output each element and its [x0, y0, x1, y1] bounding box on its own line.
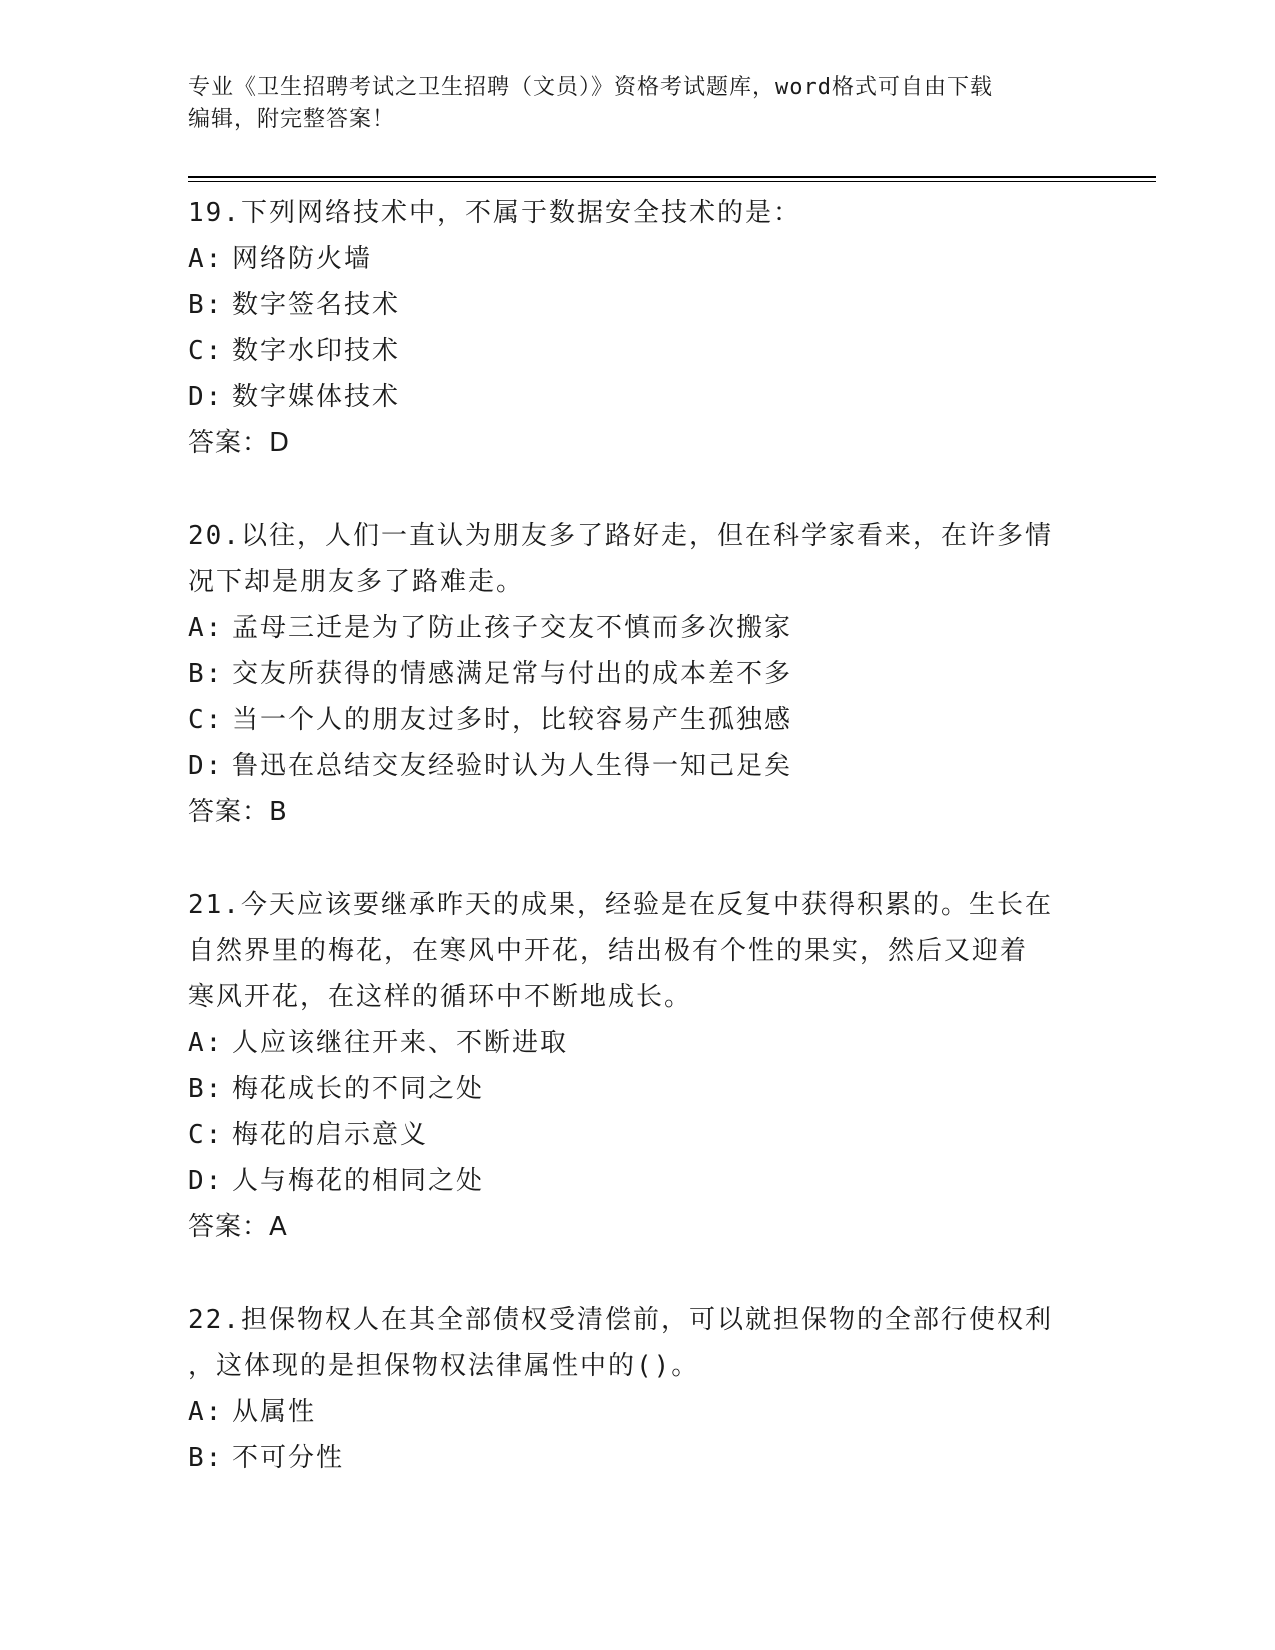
- option-text: 数字水印技术: [232, 336, 401, 366]
- option-text: 不可分性: [232, 1443, 345, 1473]
- question-stem-line-3: 寒风开花，在这样的循环中不断地成长。: [188, 982, 693, 1012]
- header-line-2: 编辑，附完整答案！: [188, 107, 396, 132]
- document-header: [188, 72, 1088, 136]
- question-19: [188, 190, 1088, 466]
- option-letter: D:: [188, 382, 224, 412]
- question-stem: 19.下列网络技术中，不属于数据安全技术的是：: [188, 198, 801, 228]
- option-d: [188, 743, 1088, 789]
- header-line-1: 专业《卫生招聘考试之卫生招聘（文员）》资格考试题库，word格式可自由下载: [188, 75, 993, 100]
- question-stem-line-1: 21.今天应该要继承昨天的成果，经验是在反复中获得积累的。生长在: [188, 890, 1053, 920]
- option-b: [188, 651, 1088, 697]
- option-letter: D:: [188, 751, 224, 781]
- option-a: [188, 1389, 1088, 1435]
- option-letter: C:: [188, 336, 224, 366]
- option-text: 人与梅花的相同之处: [232, 1166, 485, 1196]
- answer-line: 答案：B: [188, 797, 288, 827]
- option-b: [188, 1066, 1088, 1112]
- option-text: 当一个人的朋友过多时，比较容易产生孤独感: [232, 705, 793, 735]
- option-c: [188, 697, 1088, 743]
- option-a: [188, 605, 1088, 651]
- option-letter: B:: [188, 659, 224, 689]
- question-stem-line-1: 20.以往，人们一直认为朋友多了路好走，但在科学家看来，在许多情: [188, 521, 1053, 551]
- option-text: 网络防火墙: [232, 244, 373, 274]
- question-stem-line-2: 况下却是朋友多了路难走。: [188, 567, 525, 597]
- option-letter: B:: [188, 290, 224, 320]
- option-text: 鲁迅在总结交友经验时认为人生得一知己足矣: [232, 751, 793, 781]
- question-stem-line-1: 22.担保物权人在其全部债权受清偿前，可以就担保物的全部行使权利: [188, 1305, 1053, 1335]
- question-21: [188, 882, 1088, 1250]
- option-letter: C:: [188, 705, 224, 735]
- answer-line: 答案：A: [188, 1212, 288, 1242]
- option-a: [188, 1020, 1088, 1066]
- option-text: 数字签名技术: [232, 290, 401, 320]
- option-text: 孟母三迁是为了防止孩子交友不慎而多次搬家: [232, 613, 793, 643]
- option-text: 梅花成长的不同之处: [232, 1074, 485, 1104]
- option-letter: A:: [188, 613, 224, 643]
- option-c: [188, 1112, 1088, 1158]
- option-letter: D:: [188, 1166, 224, 1196]
- header-divider-thin: [188, 181, 1156, 182]
- option-letter: A:: [188, 1028, 224, 1058]
- question-list: [188, 190, 1088, 1481]
- question-20: [188, 513, 1088, 835]
- option-letter: A:: [188, 1397, 224, 1427]
- option-letter: B:: [188, 1443, 224, 1473]
- question-stem-line-2: ，这体现的是担保物权法律属性中的()。: [188, 1351, 700, 1381]
- option-text: 数字媒体技术: [232, 382, 401, 412]
- option-letter: C:: [188, 1120, 224, 1150]
- option-c: [188, 328, 1088, 374]
- option-b: [188, 1435, 1088, 1481]
- option-text: 从属性: [232, 1397, 317, 1427]
- option-d: [188, 1158, 1088, 1204]
- answer-line: 答案：D: [188, 428, 291, 458]
- option-text: 交友所获得的情感满足常与付出的成本差不多: [232, 659, 793, 689]
- option-d: [188, 374, 1088, 420]
- option-letter: B:: [188, 1074, 224, 1104]
- option-letter: A:: [188, 244, 224, 274]
- option-text: 梅花的启示意义: [232, 1120, 429, 1150]
- option-b: [188, 282, 1088, 328]
- option-text: 人应该继往开来、不断进取: [232, 1028, 569, 1058]
- header-divider-thick: [188, 176, 1156, 178]
- option-a: [188, 236, 1088, 282]
- question-stem-line-2: 自然界里的梅花，在寒风中开花，结出极有个性的果实，然后又迎着: [188, 936, 1029, 966]
- question-22: [188, 1297, 1088, 1481]
